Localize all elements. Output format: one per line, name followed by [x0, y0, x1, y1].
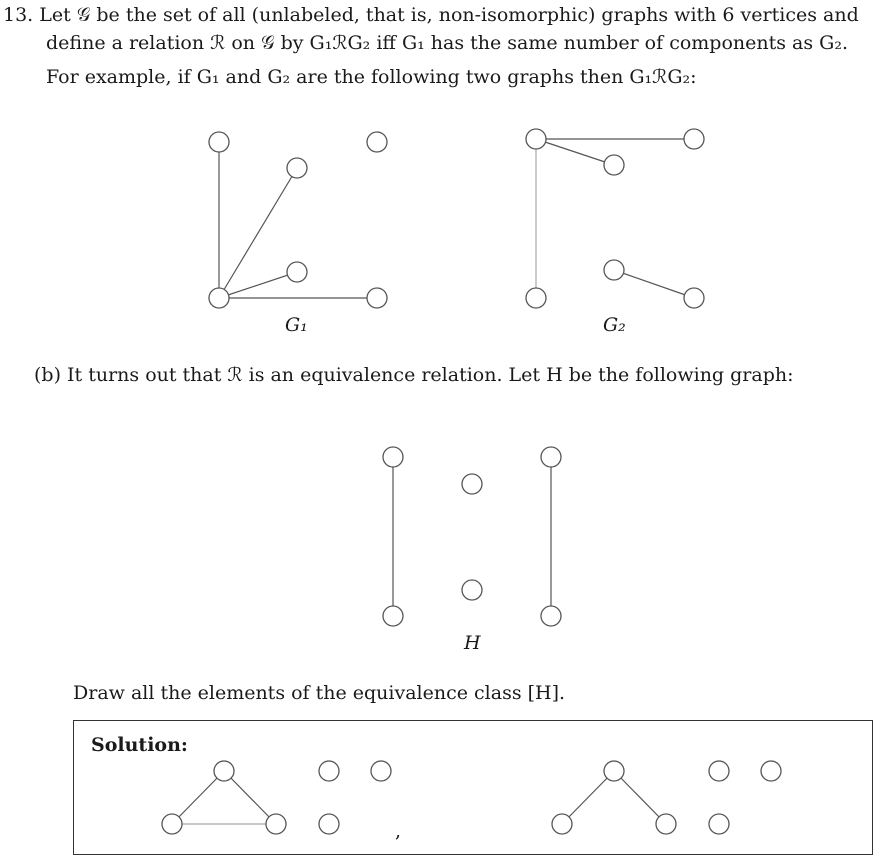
vertex	[287, 158, 307, 178]
vertex	[462, 474, 482, 494]
problem-text-1: Let 𝒢 be the set of all (unlabeled, that is, non-isomorphic) graphs with 6 vertices and	[39, 4, 859, 26]
vertex	[684, 288, 704, 308]
part-b-text: (b) It turns out that ℛ is an equivalence relation. Let H be the following graph:	[34, 364, 794, 386]
instruction-text: Draw all the elements of the equivalence class [H].	[73, 682, 566, 704]
edge	[614, 270, 694, 298]
vertex	[541, 606, 561, 626]
edge	[219, 168, 297, 298]
vertex	[684, 129, 704, 149]
edge	[219, 272, 297, 298]
vertex	[383, 447, 403, 467]
solution-box	[73, 720, 873, 855]
vertex	[541, 447, 561, 467]
vertex	[383, 606, 403, 626]
vertex	[526, 129, 546, 149]
h-label: H	[464, 632, 481, 654]
g2-label: G₂	[603, 314, 626, 336]
vertex	[526, 288, 546, 308]
graph-g1	[209, 132, 387, 308]
vertex	[604, 155, 624, 175]
solution-separator: ,	[395, 820, 402, 842]
vertex	[209, 288, 229, 308]
vertex	[367, 132, 387, 152]
vertex	[287, 262, 307, 282]
solution-label: Solution:	[91, 734, 188, 756]
vertex	[209, 132, 229, 152]
problem-line-2: define a relation ℛ on 𝒢 by G₁ℛG₂ iff G₁ has the same number of components as G₂.	[46, 32, 848, 54]
graph-g2	[526, 129, 704, 308]
g1-label: G₁	[285, 314, 308, 336]
edge	[536, 139, 614, 165]
graph-h	[383, 447, 561, 626]
problem-number: 13.	[3, 4, 34, 26]
vertex	[604, 260, 624, 280]
vertex	[462, 580, 482, 600]
vertex	[367, 288, 387, 308]
problem-line-3: For example, if G₁ and G₂ are the following two graphs then G₁ℛG₂:	[46, 66, 697, 88]
